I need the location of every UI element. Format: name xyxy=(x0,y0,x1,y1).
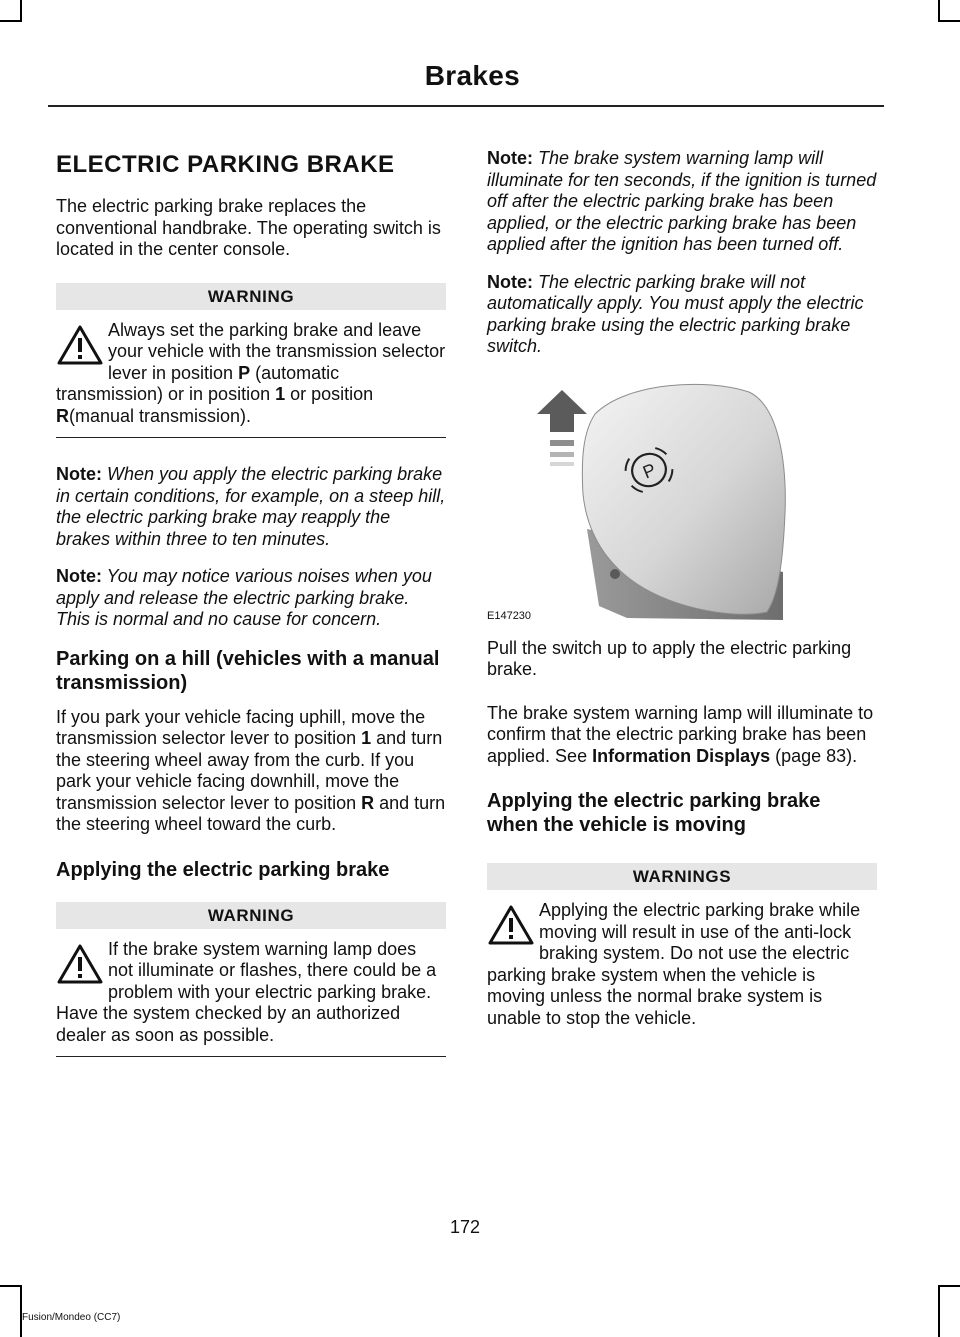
position-1: 1 xyxy=(361,728,372,748)
note-paragraph xyxy=(56,464,446,550)
warning-text xyxy=(56,939,446,1058)
parking-brake-switch-illustration xyxy=(487,374,877,624)
left-column xyxy=(56,140,446,1083)
note-text: The brake system warning lamp will illuminate for ten seconds, if the ignition is turned off after the electric parking brake has been applied, or the electric parking brake has been applied after the ignition has been turned off. xyxy=(487,148,877,254)
crop-mark xyxy=(0,20,22,22)
subheading-moving: Applying the electric parking brake when the vehicle is moving xyxy=(487,790,821,836)
warning-triangle-icon xyxy=(56,324,104,366)
position-r: R xyxy=(361,792,375,813)
intro-paragraph: The electric parking brake replaces the conventional handbrake. The operating switch is located in the center console. xyxy=(56,196,441,259)
subheading-applying: Applying the electric parking brake xyxy=(56,858,390,881)
parking-brake-switch-figure xyxy=(487,374,877,624)
note-text: The electric parking brake will not automatically apply. You must apply the electric parking brake using the electric parking brake switch. xyxy=(487,271,864,356)
note-label: Note: xyxy=(487,148,533,168)
position-p: P xyxy=(238,362,251,383)
warning-text-part: (manual transmission). xyxy=(69,405,252,426)
note-paragraph xyxy=(56,566,446,631)
warning-label: WARNING xyxy=(56,902,446,929)
right-column xyxy=(487,148,877,1065)
warning-text-part: (automatic transmission) or in position xyxy=(56,362,340,404)
note-label: Note: xyxy=(56,566,102,586)
page-number: 172 xyxy=(449,1217,481,1237)
crop-mark xyxy=(20,0,22,22)
warning-text-part: If the brake system warning lamp does not illuminate or flashes, there could be a problem with your electric parking brake. Have the system checked by an authorized dealer as soon as possible. xyxy=(56,938,437,1045)
warning-text xyxy=(487,900,877,1039)
note-label: Note: xyxy=(487,271,533,292)
warning-text-part: Always set the parking brake and leave your vehicle with the transmission selector lever in position xyxy=(108,319,446,383)
information-displays-link[interactable]: Information Displays xyxy=(592,745,771,766)
warning-triangle-icon xyxy=(487,904,535,946)
crop-mark xyxy=(938,0,940,22)
note-paragraph xyxy=(487,272,877,358)
warning-box xyxy=(56,902,446,1058)
subheading-hill: Parking on a hill (vehicles with a manual transmission) xyxy=(56,647,440,694)
warning-box xyxy=(56,283,446,439)
figure-id: E147230 xyxy=(487,609,532,622)
footer-model: Fusion/Mondeo (CC7) xyxy=(22,1312,121,1323)
arrow-up-icon xyxy=(537,390,587,466)
position-r: R xyxy=(56,405,69,426)
note-text: You may notice various noises when you apply and release the electric parking brake. This is normal and no cause for concern. xyxy=(56,566,432,629)
note-paragraph xyxy=(487,148,877,256)
warning-text-part: or position xyxy=(285,384,374,404)
pull-paragraph: Pull the switch up to apply the electric parking brake. xyxy=(487,637,852,679)
hill-paragraph xyxy=(56,707,446,836)
text-part: The brake system warning lamp will illuminate to confirm that the electric parking brake has been applied. See xyxy=(487,702,874,766)
p-letter: P xyxy=(640,458,659,482)
crop-mark xyxy=(0,1285,22,1287)
warning-triangle-icon xyxy=(56,943,104,985)
warning-label: WARNING xyxy=(56,283,446,310)
text-part: If you park your vehicle facing uphill, move the transmission selector lever to position xyxy=(56,706,426,748)
page-header-title: Brakes xyxy=(424,60,520,91)
header-rule xyxy=(48,105,884,107)
text-part: and turn the steering wheel toward the curb. xyxy=(56,792,446,834)
position-1: 1 xyxy=(275,384,286,404)
note-text: When you apply the electric parking brake in certain conditions, for example, on a steep hill, the electric parking brake may reapply the brakes within three to ten minutes. xyxy=(56,464,446,549)
section-title: ELECTRIC PARKING BRAKE xyxy=(56,151,395,178)
warnings-label: WARNINGS xyxy=(487,863,877,890)
text-part: (page 83). xyxy=(770,745,858,766)
warning-text xyxy=(56,320,446,439)
text-part: and turn the steering wheel away from the curb. If you park your vehicle facing downhill, move the transmission selector lever to position xyxy=(56,728,443,813)
note-label: Note: xyxy=(56,464,102,484)
crop-mark xyxy=(938,20,960,22)
warning-text-part: Applying the electric parking brake while moving will result in use of the anti-lock braking system. Do not use the electric parking brake system when the vehicle is moving unless the normal brake system is unable to stop the vehicle. xyxy=(487,900,861,1028)
crop-mark xyxy=(20,1285,22,1337)
lamp-paragraph xyxy=(487,703,877,768)
crop-mark xyxy=(938,1285,960,1287)
warnings-box xyxy=(487,863,877,1039)
crop-mark xyxy=(938,1285,940,1337)
